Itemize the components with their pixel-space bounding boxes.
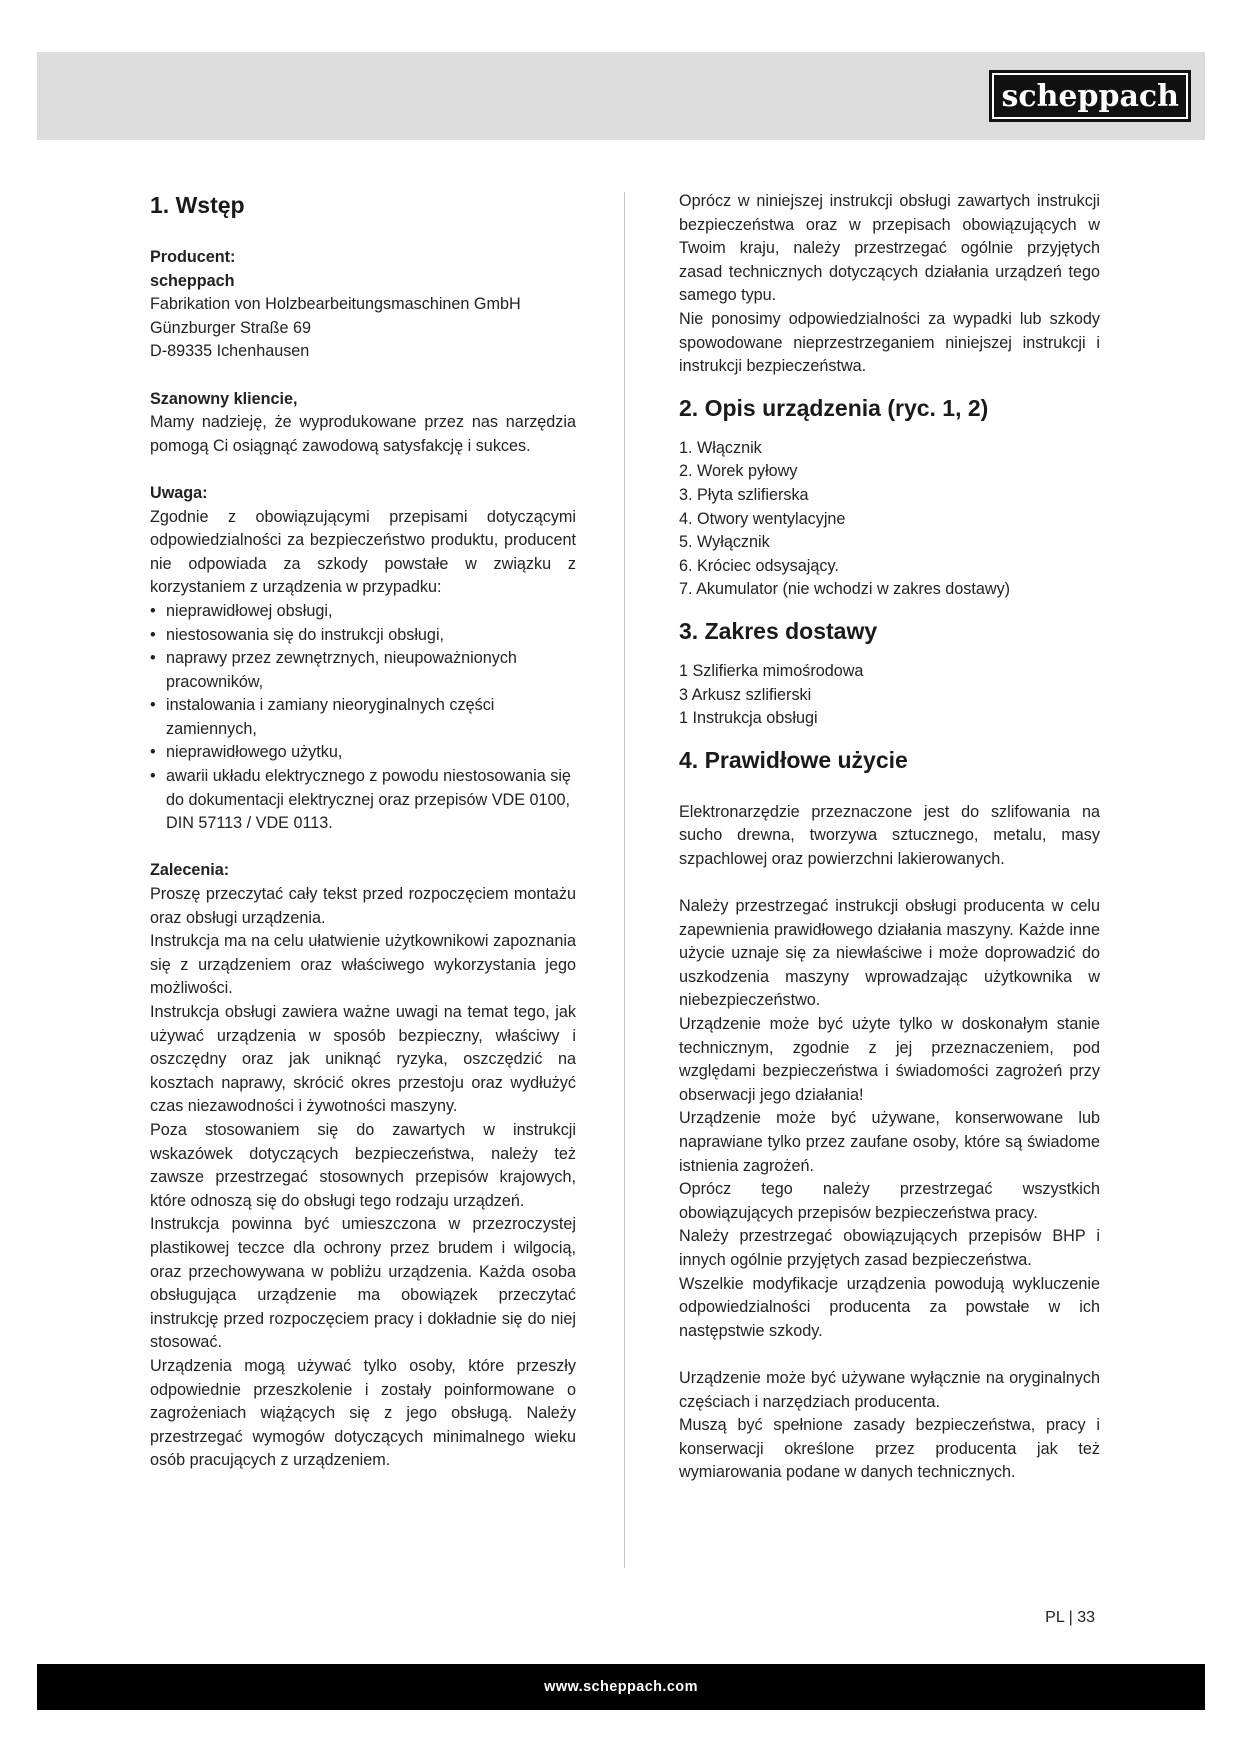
paragraph: Urządzenie może być używane wyłącznie na oryginalnych częściach i narzędziach producenta. [679, 1368, 1100, 1411]
paragraph: Instrukcja obsługi zawiera ważne uwagi na temat tego, jak używać urządzenia w sposób bezpieczny, właściwy i oszczędny oraz jak uniknąć ryzyka, oszczędzić na kosztach naprawy, skrócić okres przestoju oraz wydłużyć czas niezawodności i żywotności maszyny. [150, 1003, 576, 1116]
list-item: • instalowania i zamiany nieoryginalnych części zamiennych, [150, 694, 576, 741]
list-item: 3. Płyta szlifierska [679, 485, 809, 504]
producer-street: Günzburger Straße 69 [150, 318, 312, 337]
paragraph: Elektronarzędzie przeznaczone jest do szlifowania na sucho drewna, tworzywa sztucznego, metalu, masy szpachlowej oraz powierzchni lakierowanych. [679, 802, 1100, 868]
section-1-title: 1. Wstęp [150, 192, 245, 218]
paragraph: Poza stosowaniem się do zawartych w instrukcji wskazówek dotyczących bezpieczeństwa, należy też zawsze przestrzegać stosownych przepisów krajowych, które odnoszą się do obsługi tego rodzaju urządzeń. [150, 1120, 576, 1210]
right-column [679, 190, 1100, 1485]
producer-name: scheppach [150, 271, 235, 290]
paragraph: Należy przestrzegać instrukcji obsługi producenta w celu zapewnienia prawidłowego działania maszyny. Każde inne użycie uznaje się za niewłaściwe i może doprowadzić do uszkodzenia maszyny wprowadzając użytkownika w niebezpieczeństwo. [679, 897, 1100, 1010]
list-item: • nieprawidłowej obsługi, [150, 600, 576, 624]
list-item: 6. Króciec odsysający. [679, 556, 839, 575]
header-band [37, 52, 1205, 140]
section-3-title: 3. Zakres dostawy [679, 617, 878, 644]
paragraph: Oprócz tego należy przestrzegać wszystkich obowiązujących przepisów bezpieczeństwa pracy. [679, 1180, 1100, 1222]
note-text: Zgodnie z obowiązującymi przepisami dotyczącymi odpowiedzialności za bezpieczeństwo produktu, producent nie odpowiada za szkody powstałe w związku z korzystaniem z urządzenia w przypadku: [150, 507, 576, 597]
column-divider [624, 192, 625, 1568]
list-item: • niestosowania się do instrukcji obsługi, [150, 624, 576, 648]
list-item: 2. Worek pyłowy [679, 462, 798, 481]
scheppach-logo: scheppach [989, 70, 1191, 122]
note-label: Uwaga: [150, 483, 208, 502]
dear-customer-label: Szanowny kliencie, [150, 389, 298, 408]
producer-city: D-89335 Ichenhausen [150, 342, 310, 361]
paragraph: Wszelkie modyfikacje urządzenia powodują wykluczenie odpowiedzialności producenta za powstałe w ich następstwie szkody. [679, 1274, 1100, 1340]
paragraph: Oprócz w niniejszej instrukcji obsługi zawartych instrukcji bezpieczeństwa oraz w przepisach obowiązujących w Twoim kraju, należy przestrzegać ogólnie przyjętych zasad technicznych dotyczących działania urządzeń tego samego typu. [679, 192, 1100, 305]
paragraph: Urządzenie może być użyte tylko w doskonałym stanie technicznym, zgodnie z jej przeznaczeniem, pod względami bezpieczeństwa i świadomości zagrożeń przy obserwacji jego działania! [679, 1015, 1100, 1104]
footer-band [37, 1664, 1205, 1710]
list-item: 3 Arkusz szlifierski [679, 685, 812, 704]
left-column [150, 190, 576, 1473]
list-item: 7. Akumulator (nie wchodzi w zakres dostawy) [679, 580, 1011, 599]
section-2-title: 2. Opis urządzenia (ryc. 1, 2) [679, 394, 989, 421]
producer-label: Producent: [150, 248, 236, 266]
paragraph: Muszą być spełnione zasady bezpieczeństwa, pracy i konserwacji określone przez producenta jak też wymiarowania podane w danych technicznych. [679, 1416, 1100, 1482]
paragraph: Należy przestrzegać obowiązujących przepisów BHP i innych ogólnie przyjętych zasad bezpieczeństwa. [679, 1227, 1100, 1269]
list-item: • nieprawidłowego użytku, [150, 741, 576, 765]
list-item: 1 Szlifierka mimośrodowa [679, 661, 864, 680]
section-4-title: 4. Prawidłowe użycie [679, 746, 908, 773]
list-item: 1. Włącznik [679, 438, 762, 457]
list-item: 1 Instrukcja obsługi [679, 709, 818, 728]
paragraph: Nie ponosimy odpowiedzialności za wypadki lub szkody spowodowane nieprzestrzeganiem niniejszej instrukcji i instrukcji bezpieczeństwa. [679, 309, 1100, 376]
note-bullet-list [150, 600, 576, 836]
producer-company: Fabrikation von Holzbearbeitungsmaschinen GmbH [150, 295, 521, 314]
recommendations-label: Zalecenia: [150, 861, 230, 880]
list-item: 4. Otwory wentylacyjne [679, 509, 846, 528]
list-item: • naprawy przez zewnętrznych, nieupoważnionych pracowników, [150, 647, 576, 694]
footer-url[interactable]: www.scheppach.com [544, 1679, 698, 1695]
paragraph: Urządzenie może być używane, konserwowane lub naprawiane tylko przez zaufane osoby, które są świadome istnienia zagrożeń. [679, 1109, 1100, 1175]
list-item: 5. Wyłącznik [679, 533, 770, 552]
paragraph: Proszę przeczytać cały tekst przed rozpoczęciem montażu oraz obsługi urządzenia. [150, 885, 576, 927]
paragraph: Instrukcja ma na celu ułatwienie użytkownikowi zapoznania się z urządzeniem oraz właściwego wykorzystania jego możliwości. [150, 932, 576, 998]
page-number: PL | 33 [1045, 1609, 1095, 1626]
list-item: • awarii układu elektrycznego z powodu niestosowania się do dokumentacji elektrycznej oraz przepisów VDE 0100, DIN 57113 / VDE 0113. [150, 765, 576, 836]
paragraph: Urządzenia mogą używać tylko osoby, które przeszły odpowiednie przeszkolenie i zostały poinformowane o zagrożeniach wiążących się z jego obsługą. Należy przestrzegać wymogów dotyczących minimalnego wieku osób pracujących z urządzeniem. [150, 1356, 576, 1470]
paragraph: Instrukcja powinna być umieszczona w przezroczystej plastikowej teczce dla ochrony przez brudem i wilgocią, oraz przechowywana w pobliżu urządzenia. Każda osoba obsługująca urządzenie ma obowiązek przeczytać instrukcję przed rozpoczęciem pracy i dokładnie się do niej stosować. [150, 1215, 576, 1352]
dear-customer-text: Mamy nadzieję, że wyprodukowane przez nas narzędzia pomogą Ci osiągnąć zawodową satysfakcję i sukces. [150, 413, 576, 455]
